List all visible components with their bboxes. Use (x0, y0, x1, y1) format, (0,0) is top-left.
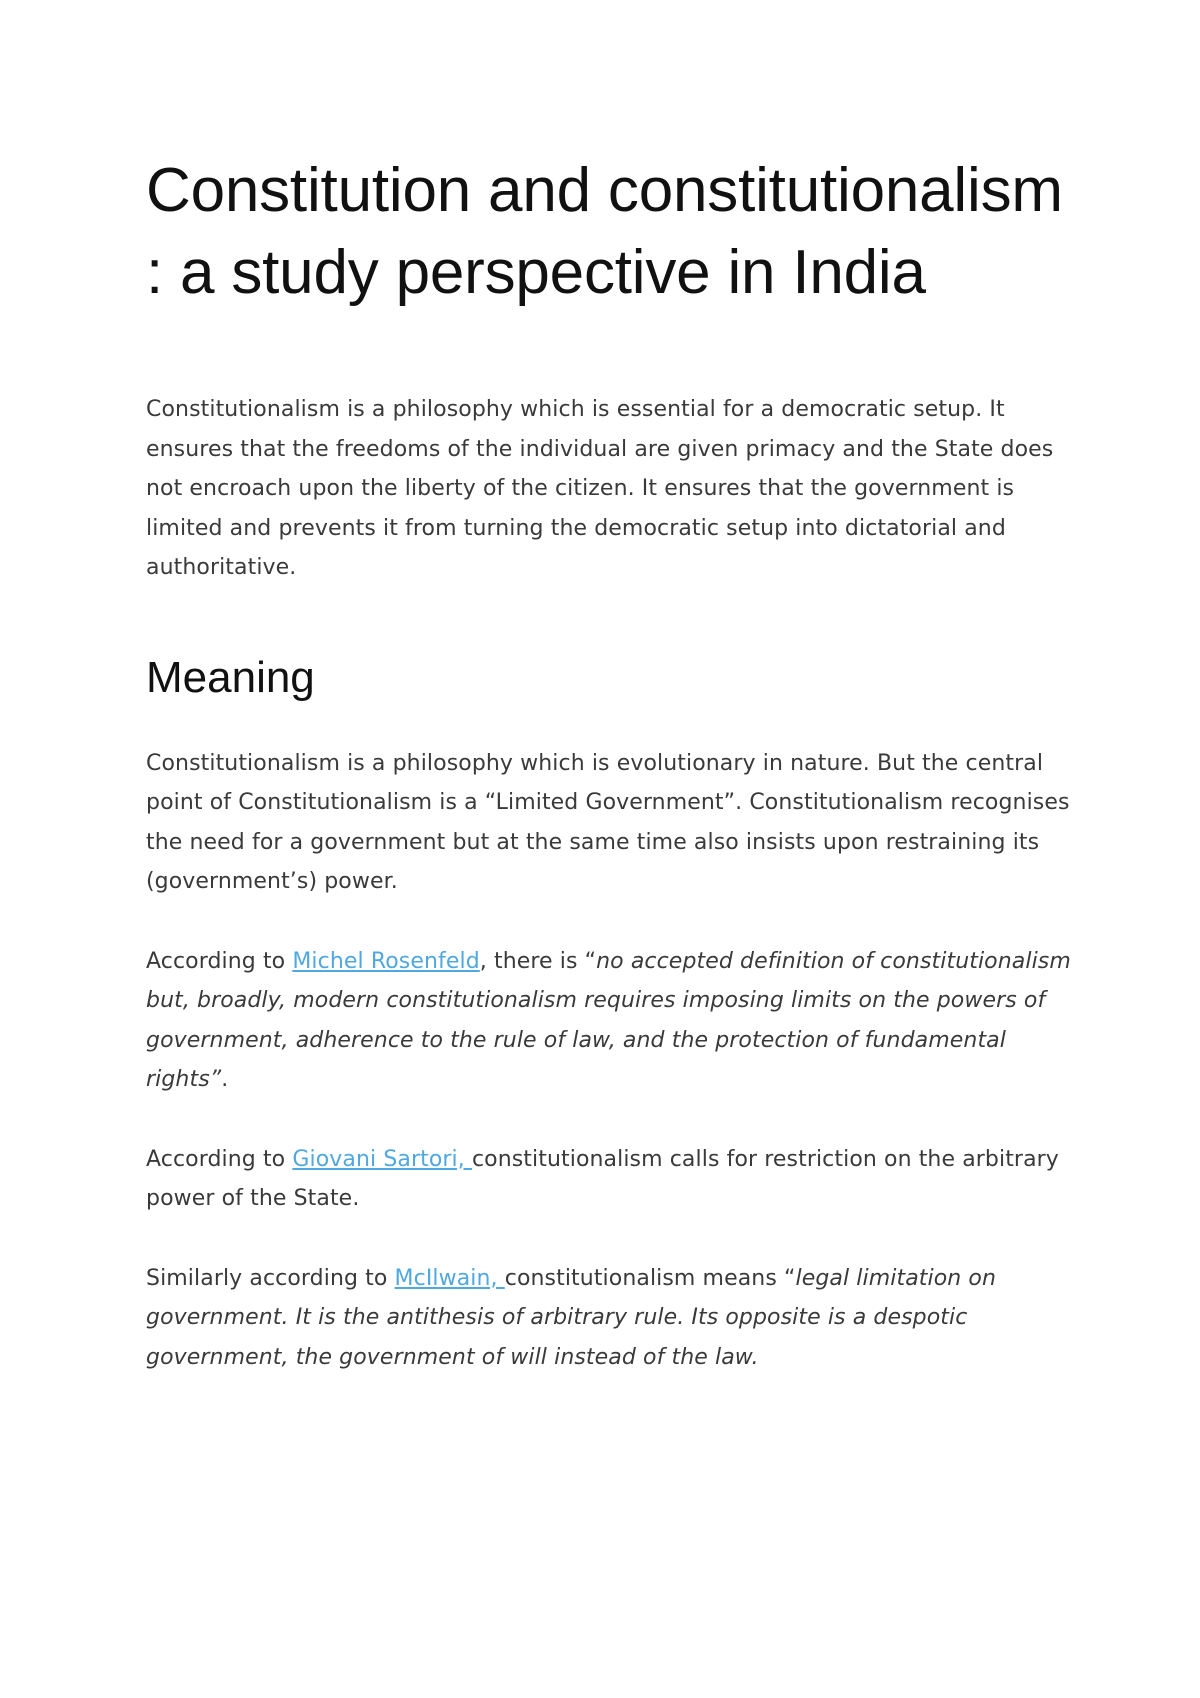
rosenfeld-quote: no accepted definition of constitutionalism but, broadly, modern constitutionalism requires imposing limits on the powers of government, adherence to the rule of law, and the protection of fundamental rights” (146, 948, 1071, 1092)
mcilwain-link[interactable]: McIlwain, (394, 1265, 505, 1291)
mcilwain-mid: constitutionalism means “ (504, 1265, 796, 1291)
rosenfeld-prefix: According to (146, 948, 293, 974)
mcilwain-paragraph (146, 1259, 1076, 1378)
giovani-sartori-link[interactable]: Giovani Sartori, (292, 1146, 472, 1172)
rosenfeld-mid: , there is “ (479, 948, 597, 974)
rosenfeld-suffix: . (221, 1067, 229, 1092)
mcilwain-prefix: Similarly according to (146, 1265, 395, 1291)
document-page (146, 150, 1076, 1417)
rosenfeld-paragraph (146, 942, 1076, 1100)
meaning-paragraph: Constitutionalism is a philosophy which is evolutionary in nature. But the central point of Constitutionalism is a “Limited Government”. Constitutionalism recognises the need for a government but at the same time also insists upon restraining its (government’s) power. (146, 750, 1070, 894)
sartori-prefix: According to (146, 1146, 293, 1172)
document-title: Constitution and constitutionalism : a study perspective in India (146, 156, 1063, 307)
sartori-suffix: constitutionalism calls for restriction on the arbitrary power of the State. (146, 1146, 1059, 1211)
michel-rosenfeld-link[interactable]: Michel Rosenfeld (292, 948, 480, 974)
mcilwain-quote: legal limitation on government. It is the antithesis of arbitrary rule. Its opposite is a despotic government, the government of will instead of the law. (146, 1265, 997, 1370)
intro-paragraph: Constitutionalism is a philosophy which is essential for a democratic setup. It ensures that the freedoms of the individual are given primacy and the State does not encroach upon the liberty of the citizen. It ensures that the government is limited and prevents it from turning the democratic setup into dictatorial and authoritative. (146, 397, 1054, 580)
sartori-paragraph (146, 1140, 1076, 1219)
meaning-heading: Meaning (146, 652, 315, 702)
